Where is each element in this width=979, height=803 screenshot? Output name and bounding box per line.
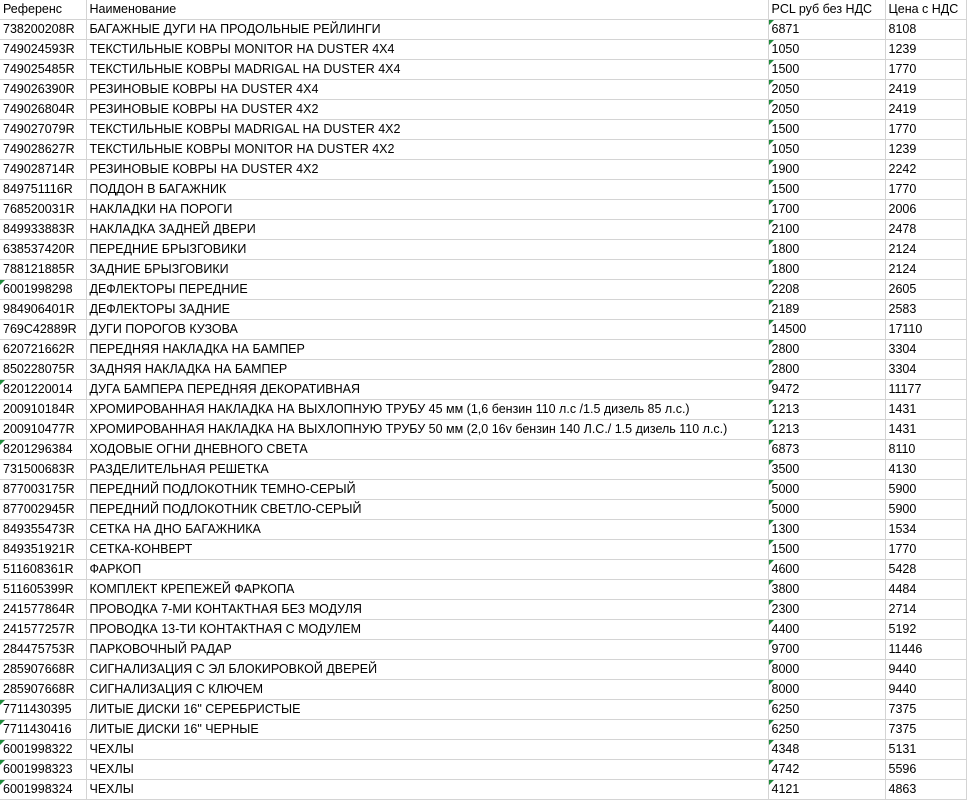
name-cell[interactable]: ФАРКОП bbox=[86, 560, 768, 580]
reference-cell[interactable]: 749024593R bbox=[0, 40, 86, 60]
reference-cell[interactable]: 749027079R bbox=[0, 120, 86, 140]
table-row bbox=[0, 500, 966, 520]
name-cell[interactable]: СИГНАЛИЗАЦИЯ С КЛЮЧЕМ bbox=[86, 680, 768, 700]
price-without-vat-cell[interactable]: 1500 bbox=[768, 120, 885, 140]
price-with-vat-cell[interactable]: 7375 bbox=[885, 720, 966, 740]
price-without-vat-cell[interactable]: 4348 bbox=[768, 740, 885, 760]
reference-cell[interactable]: 284475753R bbox=[0, 640, 86, 660]
price-with-vat-cell[interactable]: 2006 bbox=[885, 200, 966, 220]
name-cell[interactable]: ЧЕХЛЫ bbox=[86, 760, 768, 780]
reference-cell[interactable]: 749026804R bbox=[0, 100, 86, 120]
reference-cell[interactable]: 849355473R bbox=[0, 520, 86, 540]
table-row bbox=[0, 340, 966, 360]
table-row bbox=[0, 400, 966, 420]
price-without-vat-cell[interactable]: 2800 bbox=[768, 360, 885, 380]
price-with-vat-cell[interactable]: 2478 bbox=[885, 220, 966, 240]
price-with-vat-cell[interactable]: 4863 bbox=[885, 780, 966, 800]
price-with-vat-cell[interactable]: 1239 bbox=[885, 140, 966, 160]
price-with-vat-cell[interactable]: 2124 bbox=[885, 260, 966, 280]
name-cell[interactable]: ЛИТЫЕ ДИСКИ 16" СЕРЕБРИСТЫЕ bbox=[86, 700, 768, 720]
reference-cell[interactable]: 849751116R bbox=[0, 180, 86, 200]
table-row bbox=[0, 660, 966, 680]
price-without-vat-cell[interactable]: 1300 bbox=[768, 520, 885, 540]
price-without-vat-cell[interactable]: 2050 bbox=[768, 100, 885, 120]
header-cell-reference[interactable]: Референс bbox=[0, 0, 86, 20]
price-with-vat-cell[interactable]: 1770 bbox=[885, 540, 966, 560]
price-with-vat-cell[interactable]: 1431 bbox=[885, 400, 966, 420]
price-with-vat-cell[interactable]: 4484 bbox=[885, 580, 966, 600]
price-with-vat-cell[interactable]: 8110 bbox=[885, 440, 966, 460]
table-row bbox=[0, 280, 966, 300]
name-cell[interactable]: СЕТКА НА ДНО БАГАЖНИКА bbox=[86, 520, 768, 540]
table-row bbox=[0, 140, 966, 160]
reference-cell[interactable]: 788121885R bbox=[0, 260, 86, 280]
price-with-vat-cell[interactable]: 4130 bbox=[885, 460, 966, 480]
reference-cell[interactable]: 749028627R bbox=[0, 140, 86, 160]
price-without-vat-cell[interactable]: 9700 bbox=[768, 640, 885, 660]
price-without-vat-cell[interactable]: 6871 bbox=[768, 20, 885, 40]
reference-cell[interactable]: 6001998323 bbox=[0, 760, 86, 780]
price-without-vat-cell[interactable]: 1500 bbox=[768, 540, 885, 560]
reference-cell[interactable]: 200910184R bbox=[0, 400, 86, 420]
price-without-vat-cell[interactable]: 4742 bbox=[768, 760, 885, 780]
name-cell[interactable]: ПРОВОДКА 13-ТИ КОНТАКТНАЯ С МОДУЛЕМ bbox=[86, 620, 768, 640]
name-cell[interactable]: ТЕКСТИЛЬНЫЕ КОВРЫ MONITOR НА DUSTER 4X4 bbox=[86, 40, 768, 60]
table-row bbox=[0, 380, 966, 400]
price-with-vat-cell[interactable]: 1770 bbox=[885, 60, 966, 80]
price-with-vat-cell[interactable]: 8108 bbox=[885, 20, 966, 40]
reference-cell[interactable]: 511605399R bbox=[0, 580, 86, 600]
price-without-vat-cell[interactable]: 4600 bbox=[768, 560, 885, 580]
price-without-vat-cell[interactable]: 1500 bbox=[768, 60, 885, 80]
table-row bbox=[0, 220, 966, 240]
reference-cell[interactable]: 6001998298 bbox=[0, 280, 86, 300]
table-row bbox=[0, 200, 966, 220]
table-row bbox=[0, 680, 966, 700]
table-row bbox=[0, 40, 966, 60]
price-with-vat-cell[interactable]: 9440 bbox=[885, 660, 966, 680]
price-without-vat-cell[interactable]: 1700 bbox=[768, 200, 885, 220]
table-row bbox=[0, 720, 966, 740]
price-without-vat-cell[interactable]: 1213 bbox=[768, 420, 885, 440]
price-with-vat-cell[interactable]: 5192 bbox=[885, 620, 966, 640]
table-row bbox=[0, 540, 966, 560]
reference-cell[interactable]: 850228075R bbox=[0, 360, 86, 380]
reference-cell[interactable]: 849933883R bbox=[0, 220, 86, 240]
reference-cell[interactable]: 241577257R bbox=[0, 620, 86, 640]
price-without-vat-cell[interactable]: 1213 bbox=[768, 400, 885, 420]
price-without-vat-cell[interactable]: 1050 bbox=[768, 140, 885, 160]
price-without-vat-cell[interactable]: 6250 bbox=[768, 700, 885, 720]
name-cell[interactable]: ДЕФЛЕКТОРЫ ЗАДНИЕ bbox=[86, 300, 768, 320]
name-cell[interactable]: ХОДОВЫЕ ОГНИ ДНЕВНОГО СВЕТА bbox=[86, 440, 768, 460]
table-row bbox=[0, 440, 966, 460]
table-row bbox=[0, 120, 966, 140]
reference-cell[interactable]: 8201296384 bbox=[0, 440, 86, 460]
price-with-vat-cell[interactable]: 2714 bbox=[885, 600, 966, 620]
price-without-vat-cell[interactable]: 2208 bbox=[768, 280, 885, 300]
name-cell[interactable]: БАГАЖНЫЕ ДУГИ НА ПРОДОЛЬНЫЕ РЕЙЛИНГИ bbox=[86, 20, 768, 40]
price-without-vat-cell[interactable]: 3800 bbox=[768, 580, 885, 600]
price-with-vat-cell[interactable]: 2242 bbox=[885, 160, 966, 180]
reference-cell[interactable]: 7711430416 bbox=[0, 720, 86, 740]
reference-cell[interactable]: 7711430395 bbox=[0, 700, 86, 720]
name-cell[interactable]: РЕЗИНОВЫЕ КОВРЫ НА DUSTER 4X2 bbox=[86, 100, 768, 120]
reference-cell[interactable]: 749026390R bbox=[0, 80, 86, 100]
price-with-vat-cell[interactable]: 2419 bbox=[885, 80, 966, 100]
reference-cell[interactable]: 749025485R bbox=[0, 60, 86, 80]
name-cell[interactable]: ТЕКСТИЛЬНЫЕ КОВРЫ MONITOR НА DUSTER 4X2 bbox=[86, 140, 768, 160]
reference-cell[interactable]: 285907668R bbox=[0, 680, 86, 700]
price-without-vat-cell[interactable]: 2050 bbox=[768, 80, 885, 100]
table-row bbox=[0, 60, 966, 80]
reference-cell[interactable]: 768520031R bbox=[0, 200, 86, 220]
table-row bbox=[0, 760, 966, 780]
reference-cell[interactable]: 638537420R bbox=[0, 240, 86, 260]
name-cell[interactable]: ДУГА БАМПЕРА ПЕРЕДНЯЯ ДЕКОРАТИВНАЯ bbox=[86, 380, 768, 400]
name-cell[interactable]: НАКЛАДКИ НА ПОРОГИ bbox=[86, 200, 768, 220]
price-without-vat-cell[interactable]: 2189 bbox=[768, 300, 885, 320]
table-row bbox=[0, 480, 966, 500]
price-without-vat-cell[interactable]: 6250 bbox=[768, 720, 885, 740]
header-cell-name[interactable]: Наименование bbox=[86, 0, 768, 20]
price-with-vat-cell[interactable]: 5596 bbox=[885, 760, 966, 780]
price-without-vat-cell[interactable]: 8000 bbox=[768, 660, 885, 680]
table-row bbox=[0, 360, 966, 380]
name-cell[interactable]: ПОДДОН В БАГАЖНИК bbox=[86, 180, 768, 200]
name-cell[interactable]: ПАРКОВОЧНЫЙ РАДАР bbox=[86, 640, 768, 660]
price-with-vat-cell[interactable]: 5428 bbox=[885, 560, 966, 580]
price-without-vat-cell[interactable]: 1900 bbox=[768, 160, 885, 180]
name-cell[interactable]: ЗАДНЯЯ НАКЛАДКА НА БАМПЕР bbox=[86, 360, 768, 380]
price-without-vat-cell[interactable]: 2300 bbox=[768, 600, 885, 620]
price-with-vat-cell[interactable]: 2419 bbox=[885, 100, 966, 120]
table-row bbox=[0, 420, 966, 440]
reference-cell[interactable]: 8201220014 bbox=[0, 380, 86, 400]
price-without-vat-cell[interactable]: 1800 bbox=[768, 240, 885, 260]
table-row bbox=[0, 160, 966, 180]
table-row bbox=[0, 700, 966, 720]
table-row bbox=[0, 740, 966, 760]
table-row bbox=[0, 240, 966, 260]
price-with-vat-cell[interactable]: 11177 bbox=[885, 380, 966, 400]
reference-cell[interactable]: 769C42889R bbox=[0, 320, 86, 340]
reference-cell[interactable]: 620721662R bbox=[0, 340, 86, 360]
table-row bbox=[0, 300, 966, 320]
name-cell[interactable]: ПЕРЕДНИЙ ПОДЛОКОТНИК СВЕТЛО-СЕРЫЙ bbox=[86, 500, 768, 520]
reference-cell[interactable]: 731500683R bbox=[0, 460, 86, 480]
price-with-vat-cell[interactable]: 7375 bbox=[885, 700, 966, 720]
table-row bbox=[0, 20, 966, 40]
price-without-vat-cell[interactable]: 8000 bbox=[768, 680, 885, 700]
price-with-vat-cell[interactable]: 1770 bbox=[885, 120, 966, 140]
price-without-vat-cell[interactable]: 3500 bbox=[768, 460, 885, 480]
price-without-vat-cell[interactable]: 4400 bbox=[768, 620, 885, 640]
reference-cell[interactable]: 6001998324 bbox=[0, 780, 86, 800]
name-cell[interactable]: ЧЕХЛЫ bbox=[86, 780, 768, 800]
reference-cell[interactable]: 984906401R bbox=[0, 300, 86, 320]
name-cell[interactable]: ХРОМИРОВАННАЯ НАКЛАДКА НА ВЫХЛОПНУЮ ТРУБУ 50 мм (2,0 16v бензин 140 Л.С./ 1.5 дизель 110 л.с.) bbox=[86, 420, 768, 440]
table-row bbox=[0, 620, 966, 640]
name-cell[interactable]: РАЗДЕЛИТЕЛЬНАЯ РЕШЕТКА bbox=[86, 460, 768, 480]
header-cell-price-with-vat[interactable]: Цена с НДС bbox=[885, 0, 966, 20]
reference-cell[interactable]: 749028714R bbox=[0, 160, 86, 180]
header-row bbox=[0, 0, 966, 20]
name-cell[interactable]: ПЕРЕДНИЙ ПОДЛОКОТНИК ТЕМНО-СЕРЫЙ bbox=[86, 480, 768, 500]
reference-cell[interactable]: 877003175R bbox=[0, 480, 86, 500]
price-with-vat-cell[interactable]: 2124 bbox=[885, 240, 966, 260]
price-without-vat-cell[interactable]: 1800 bbox=[768, 260, 885, 280]
reference-cell[interactable]: 877002945R bbox=[0, 500, 86, 520]
name-cell[interactable]: НАКЛАДКА ЗАДНЕЙ ДВЕРИ bbox=[86, 220, 768, 240]
name-cell[interactable]: ТЕКСТИЛЬНЫЕ КОВРЫ MADRIGAL НА DUSTER 4X2 bbox=[86, 120, 768, 140]
table-row bbox=[0, 600, 966, 620]
name-cell[interactable]: ТЕКСТИЛЬНЫЕ КОВРЫ MADRIGAL НА DUSTER 4X4 bbox=[86, 60, 768, 80]
name-cell[interactable]: ЗАДНИЕ БРЫЗГОВИКИ bbox=[86, 260, 768, 280]
name-cell[interactable]: ПЕРЕДНИЕ БРЫЗГОВИКИ bbox=[86, 240, 768, 260]
price-with-vat-cell[interactable]: 3304 bbox=[885, 340, 966, 360]
header-cell-price-without-vat[interactable]: PCL руб без НДС bbox=[768, 0, 885, 20]
price-with-vat-cell[interactable]: 5900 bbox=[885, 500, 966, 520]
price-with-vat-cell[interactable]: 5900 bbox=[885, 480, 966, 500]
reference-cell[interactable]: 6001998322 bbox=[0, 740, 86, 760]
table-row bbox=[0, 80, 966, 100]
price-without-vat-cell[interactable]: 5000 bbox=[768, 500, 885, 520]
reference-cell[interactable]: 849351921R bbox=[0, 540, 86, 560]
price-without-vat-cell[interactable]: 5000 bbox=[768, 480, 885, 500]
table-row bbox=[0, 580, 966, 600]
name-cell[interactable]: ЛИТЫЕ ДИСКИ 16" ЧЕРНЫЕ bbox=[86, 720, 768, 740]
name-cell[interactable]: ХРОМИРОВАННАЯ НАКЛАДКА НА ВЫХЛОПНУЮ ТРУБУ 45 мм (1,6 бензин 110 л.с /1.5 дизель 85 л.с.) bbox=[86, 400, 768, 420]
table-row bbox=[0, 780, 966, 800]
name-cell[interactable]: СИГНАЛИЗАЦИЯ С ЭЛ БЛОКИРОВКОЙ ДВЕРЕЙ bbox=[86, 660, 768, 680]
name-cell[interactable]: ДЕФЛЕКТОРЫ ПЕРЕДНИЕ bbox=[86, 280, 768, 300]
price-with-vat-cell[interactable]: 5131 bbox=[885, 740, 966, 760]
table-row bbox=[0, 640, 966, 660]
price-with-vat-cell[interactable]: 1770 bbox=[885, 180, 966, 200]
table-row bbox=[0, 260, 966, 280]
name-cell[interactable]: СЕТКА-КОНВЕРТ bbox=[86, 540, 768, 560]
price-with-vat-cell[interactable]: 3304 bbox=[885, 360, 966, 380]
table-row bbox=[0, 460, 966, 480]
name-cell[interactable]: ЧЕХЛЫ bbox=[86, 740, 768, 760]
name-cell[interactable]: ПРОВОДКА 7-МИ КОНТАКТНАЯ БЕЗ МОДУЛЯ bbox=[86, 600, 768, 620]
name-cell[interactable]: ПЕРЕДНЯЯ НАКЛАДКА НА БАМПЕР bbox=[86, 340, 768, 360]
table-row bbox=[0, 180, 966, 200]
price-with-vat-cell[interactable]: 17110 bbox=[885, 320, 966, 340]
price-with-vat-cell[interactable]: 2583 bbox=[885, 300, 966, 320]
price-without-vat-cell[interactable]: 6873 bbox=[768, 440, 885, 460]
reference-cell[interactable]: 200910477R bbox=[0, 420, 86, 440]
table-row bbox=[0, 560, 966, 580]
price-without-vat-cell[interactable]: 2800 bbox=[768, 340, 885, 360]
table-row bbox=[0, 100, 966, 120]
price-without-vat-cell[interactable]: 4121 bbox=[768, 780, 885, 800]
name-cell[interactable]: РЕЗИНОВЫЕ КОВРЫ НА DUSTER 4X2 bbox=[86, 160, 768, 180]
price-with-vat-cell[interactable]: 11446 bbox=[885, 640, 966, 660]
price-without-vat-cell[interactable]: 1050 bbox=[768, 40, 885, 60]
reference-cell[interactable]: 285907668R bbox=[0, 660, 86, 680]
name-cell[interactable]: РЕЗИНОВЫЕ КОВРЫ НА DUSTER 4X4 bbox=[86, 80, 768, 100]
price-with-vat-cell[interactable]: 2605 bbox=[885, 280, 966, 300]
price-with-vat-cell[interactable]: 1534 bbox=[885, 520, 966, 540]
price-with-vat-cell[interactable]: 1239 bbox=[885, 40, 966, 60]
name-cell[interactable]: ДУГИ ПОРОГОВ КУЗОВА bbox=[86, 320, 768, 340]
price-without-vat-cell[interactable]: 9472 bbox=[768, 380, 885, 400]
price-with-vat-cell[interactable]: 1431 bbox=[885, 420, 966, 440]
name-cell[interactable]: КОМПЛЕКТ КРЕПЕЖЕЙ ФАРКОПА bbox=[86, 580, 768, 600]
reference-cell[interactable]: 511608361R bbox=[0, 560, 86, 580]
reference-cell[interactable]: 738200208R bbox=[0, 20, 86, 40]
table-row bbox=[0, 520, 966, 540]
price-without-vat-cell[interactable]: 2100 bbox=[768, 220, 885, 240]
table-row bbox=[0, 320, 966, 340]
price-without-vat-cell[interactable]: 1500 bbox=[768, 180, 885, 200]
reference-cell[interactable]: 241577864R bbox=[0, 600, 86, 620]
price-with-vat-cell[interactable]: 9440 bbox=[885, 680, 966, 700]
price-without-vat-cell[interactable]: 14500 bbox=[768, 320, 885, 340]
